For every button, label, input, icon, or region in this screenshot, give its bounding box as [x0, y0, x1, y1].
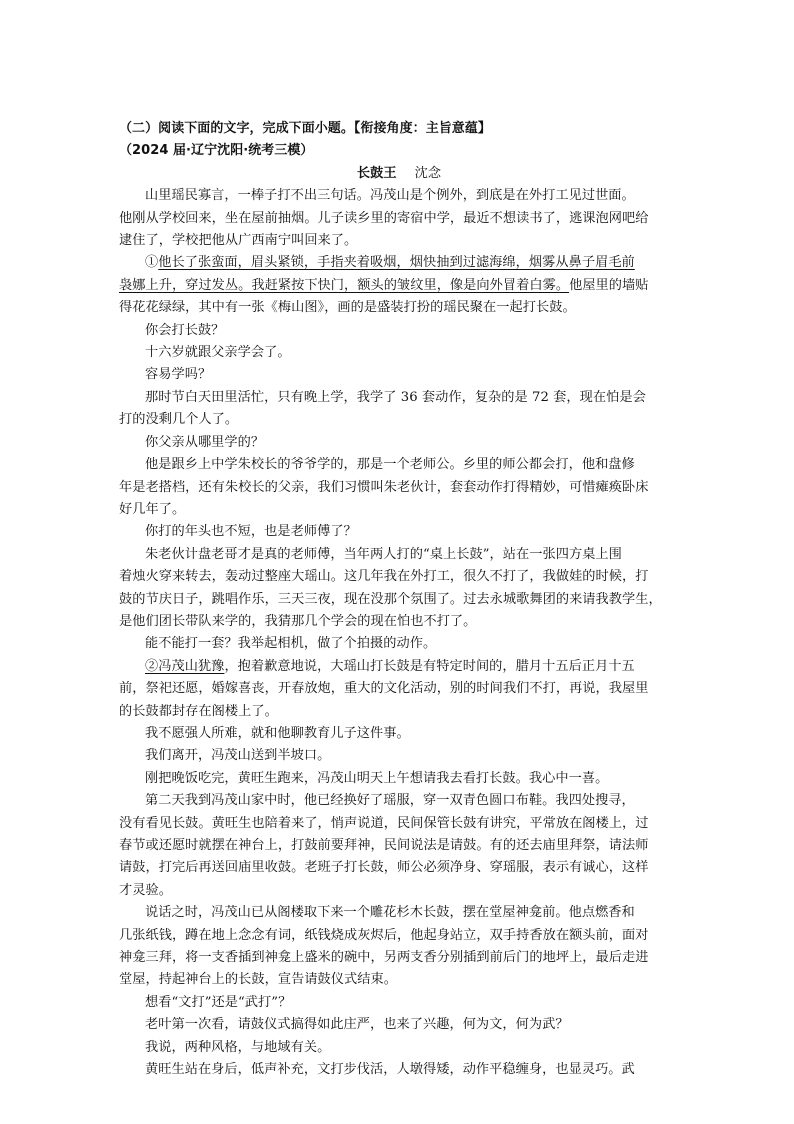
- text-line: [119, 409, 679, 431]
- text-line: [119, 633, 679, 655]
- line-text: 年是老搭档，还有朱校长的父亲，我们习惯叫朱老伙计，套套动作打得精妙，可惜瘫痪卧床: [119, 479, 649, 495]
- line-text: 几张纸钱，蹲在地上念念有词，纸钱烧成灰烬后，他起身站立，双手持香放在额头前，面对: [119, 927, 649, 943]
- text-line: [119, 454, 679, 476]
- line-text: 鼓的节庆日子，跳唱作乐，三天三夜，现在没那个氛围了。过去永城歌舞团的来请我教学生，: [119, 591, 662, 607]
- line-text: 逮住了，学校把他从广西南宁叫回来了。: [119, 233, 358, 249]
- line-text: 他刚从学校回来，坐在屋前抽烟。儿子读乡里的寄宿中学，最近不想读书了，逃课泡网吧给: [119, 210, 649, 226]
- text-line: [119, 320, 679, 342]
- line-text: ，抱着歉意地说，大瑶山打长鼓是有特定时间的，腊月十五后正月十五: [224, 658, 635, 674]
- line-text: 请鼓，打完后再送回庙里收鼓。老班子打长鼓，师公必须净身、穿瑶服，表示有诚心，这样: [119, 860, 649, 876]
- text-line: [119, 678, 679, 700]
- line-text: 能不能打一套？我举起相机，做了个拍摄的动作。: [145, 636, 437, 652]
- text-line: [119, 723, 679, 745]
- text-line: [119, 768, 679, 790]
- text-line: [119, 925, 679, 947]
- article-title-row: [119, 163, 679, 185]
- text-line: [119, 1059, 679, 1081]
- line-text: 说话之时，冯茂山已从阁楼取下来一个雕花杉木长鼓，摆在堂屋神龛前。他点燃香和: [145, 905, 635, 921]
- line-text: 打的没剩几个人了。: [119, 412, 239, 428]
- text-line: [119, 701, 679, 723]
- line-text: 第二天我到冯茂山家中时，他已经换好了瑶服，穿一双青色圆口布鞋。我四处搜寻，: [145, 793, 635, 809]
- line-text: 老叶第一次看，请鼓仪式搞得如此庄严，也来了兴趣，何为文，何为武？: [145, 1017, 569, 1033]
- line-text: 他屋里的墙贴: [569, 277, 649, 293]
- text-line: [119, 342, 679, 364]
- line-text: 山里瑶民寡言，一棒子打不出三句话。冯茂山是个例外，到底是在外打工见过世面。: [145, 188, 635, 204]
- line-text: 十六岁就跟父亲学会了。: [145, 345, 291, 361]
- text-line: [119, 880, 679, 902]
- line-text: 你父亲从哪里学的？: [145, 434, 265, 450]
- text-line: [119, 477, 679, 499]
- sentence-marker: ①: [145, 255, 159, 271]
- text-line: [119, 544, 679, 566]
- line-text: 着烛火穿来转去，轰动过整座大瑶山。这几年我在外打工，很久不打了，我做娃的时候，打: [119, 569, 649, 585]
- line-text: 想看“文打”还是“武打”？: [145, 994, 292, 1010]
- text-line: [119, 745, 679, 767]
- text-line: [119, 813, 679, 835]
- text-line: [119, 589, 679, 611]
- line-text: 好几年了。: [119, 501, 186, 517]
- article-title: 长鼓王: [356, 165, 397, 181]
- line-text: 你打的年头也不短，也是老师傅了？: [145, 524, 357, 540]
- line-text: 我说，两种风格，与地域有关。: [145, 1039, 331, 1055]
- document-body: [119, 118, 679, 1081]
- text-line: [119, 611, 679, 633]
- line-text: 没有看见长鼓。黄旺生也陪着来了，悄声说道，民间保管长鼓有讲究，平常放在阁楼上，过: [119, 815, 649, 831]
- text-line: [119, 297, 679, 319]
- underlined-sentence: ②冯茂山犹豫: [145, 658, 225, 674]
- text-line: [119, 208, 679, 230]
- line-text: 那时节白天田里活忙，只有晚上学，我学了 36 套动作，复杂的是 72 套，现在怕是会: [145, 389, 646, 405]
- line-text: 他是跟乡上中学朱校长的爷爷学的，那是一个老师公。乡里的师公都会打，他和盘修: [145, 457, 635, 473]
- article-author: 沈念: [414, 165, 442, 181]
- line-text: 是他们团长带队来学的，我猜那几个学会的现在怕也不打了。: [119, 613, 477, 629]
- line-text: 春节或还愿时就摆在神台上，打鼓前要拜神，民间说法是请鼓。有的还去庙里拜祭，请法师: [119, 838, 649, 853]
- text-line: [119, 230, 679, 252]
- text-line: [119, 835, 679, 857]
- line-text: 才灵验。: [119, 882, 172, 898]
- article-text: [119, 185, 679, 1081]
- line-text: 前，祭祀还愿，婚嫁喜丧，开春放炮，重大的文化活动，别的时间我们不打，再说，我屋里: [119, 681, 649, 697]
- text-line: [119, 947, 679, 969]
- line-text: 堂屋，持起神台上的长鼓，宣告请鼓仪式结束。: [119, 972, 397, 988]
- text-line: [119, 992, 679, 1014]
- underlined-sentence: 袅娜上升，穿过发丛。我赶紧按下快门，额头的皱纹里，像是向外冒着白雾。: [119, 277, 570, 293]
- line-text: 得花花绿绿，其中有一张《梅山图》，画的是盛装打扮的瑶民聚在一起打长鼓。: [119, 300, 576, 316]
- text-line: [119, 275, 679, 297]
- line-text: 朱老伙计盘老哥才是真的老师傅，当年两人打的“桌上长鼓”，站在一张四方桌上围: [145, 546, 622, 562]
- text-line: [119, 252, 679, 274]
- line-text: 黄旺生站在身后，低声补充，文打步伐活，人墩得矮，动作平稳缠身，也显灵巧。武: [145, 1062, 635, 1078]
- line-text: 我不愿强人所难，就和他聊教育儿子这件事。: [145, 725, 410, 741]
- line-text: 神龛三拜，将一支香插到神龛上盛米的碗中，另两支香分别插到前后门的地坪上，最后走进: [119, 950, 649, 966]
- question-heading: （二）阅读下面的文字，完成下面小题。【衔接角度：主旨意蕴】: [119, 121, 491, 136]
- line-text: 我们离开，冯茂山送到半坡口。: [145, 748, 331, 764]
- text-line: [119, 566, 679, 588]
- underlined-sentence: 他长了张蛮面，眉头紧锁，手指夹着吸烟，烟快抽到过滤海绵，烟雾从鼻子眉毛前: [158, 255, 635, 271]
- text-line: [119, 790, 679, 812]
- text-line: [119, 857, 679, 879]
- source-line: （2024 届·辽宁沈阳·统考三模）: [119, 143, 314, 159]
- text-line: [119, 364, 679, 386]
- text-line: [119, 1037, 679, 1059]
- line-text: 刚把晚饭吃完，黄旺生跑来，冯茂山明天上午想请我去看打长鼓。我心中一喜。: [145, 770, 609, 786]
- text-line: [119, 969, 679, 991]
- line-text: 容易学吗？: [145, 367, 212, 383]
- line-text: 你会打长鼓？: [145, 322, 225, 338]
- line-text: 的长鼓都封存在阁楼上了。: [119, 703, 278, 719]
- text-line: [119, 656, 679, 678]
- text-line: [119, 521, 679, 543]
- text-line: [119, 387, 679, 409]
- text-line: [119, 499, 679, 521]
- text-line: [119, 1014, 679, 1036]
- text-line: [119, 185, 679, 207]
- text-line: [119, 902, 679, 924]
- text-line: [119, 432, 679, 454]
